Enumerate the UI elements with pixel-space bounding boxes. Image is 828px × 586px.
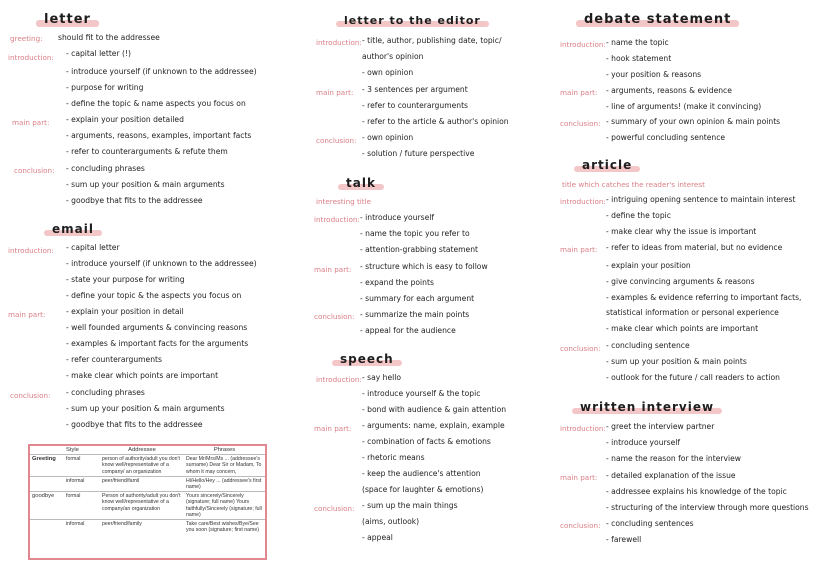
speech-main-item: (space for laughter & emotions) (362, 485, 484, 494)
letter-main-item: - arguments, reasons, examples, important facts (66, 131, 252, 140)
talk-conclusion-item: - appeal for the audience (360, 326, 456, 335)
debate-main-item: - arguments, reasons & evidence (606, 86, 732, 95)
table-cell-group: Greeting (32, 456, 56, 463)
article-main-item: - explain your position (606, 261, 691, 270)
greeting-goodbye-table (28, 444, 267, 560)
email-main-label: main part: (8, 310, 46, 319)
editor-main-label: main part: (316, 88, 354, 97)
table-header (30, 446, 64, 455)
article-intro-item: - intriguing opening sentence to maintain interest (606, 195, 796, 204)
table-header: Addressee (100, 446, 184, 455)
debate-intro-label: introduction: (560, 40, 606, 49)
talk-conclusion-label: conclusion: (314, 312, 355, 321)
letter-greeting-text: should fit to the addressee (58, 33, 160, 42)
table-cell-phrases: Take care/Best wishes/Bye/See you soon (signature; first name) (184, 520, 265, 535)
debate-main-item: - line of arguments! (make it convincing) (606, 102, 762, 111)
speech-main-item: - arguments: name, explain, example (362, 421, 505, 430)
interview-title: written interview (574, 400, 720, 414)
interview-conclusion-item: - farewell (606, 535, 642, 544)
talk-main-item: - expand the points (360, 278, 434, 287)
speech-title: speech (334, 352, 400, 366)
interview-intro-label: introduction: (560, 424, 606, 433)
letter-intro-item: - capital letter (!) (66, 49, 131, 58)
table-cell-group (30, 476, 64, 491)
table-cell-addressee: peer/friend/family (100, 520, 184, 535)
table-cell-addressee: peer/friend/famil (100, 476, 184, 491)
table-header: Style (64, 446, 100, 455)
talk-main-item: - structure which is easy to follow (360, 262, 488, 271)
interview-main-item: - structuring of the interview through more questions (606, 503, 809, 512)
speech-intro-item: - introduce yourself & the topic (362, 389, 481, 398)
email-conclusion-item: - sum up your position & main arguments (66, 404, 225, 413)
article-intro-item: - make clear why the issue is important (606, 227, 757, 236)
phrases-table (30, 446, 265, 534)
article-subtitle: title which catches the reader's interest (562, 180, 705, 189)
letter-conclusion-item: - sum up your position & main arguments (66, 180, 225, 189)
editor-intro-label: introduction: (316, 38, 362, 47)
table-row (30, 520, 265, 535)
email-intro-item: - state your purpose for writing (66, 275, 185, 284)
debate-intro-item: - your position & reasons (606, 70, 702, 79)
talk-title: talk (340, 176, 382, 190)
editor-intro-item: - own opinion (362, 68, 414, 77)
table-row (30, 476, 265, 491)
speech-intro-label: introduction: (316, 375, 362, 384)
article-intro-label: introduction: (560, 197, 606, 206)
letter-greeting-label: greeting: (10, 34, 43, 43)
article-main-item: statistical information or personal experience (606, 308, 779, 317)
interview-intro-item: - greet the interview partner (606, 422, 715, 431)
article-main-item: - refer to ideas from material, but no evidence (606, 243, 783, 252)
email-conclusion-item: - concluding phrases (66, 388, 145, 397)
article-conclusion-item: - concluding sentence (606, 341, 690, 350)
table-cell-style: informal (64, 520, 100, 535)
debate-conclusion-item: - summary of your own opinion & main points (606, 117, 781, 126)
interview-main-item: - addressee explains his knowledge of the topic (606, 487, 787, 496)
table-cell-style: formal (66, 456, 81, 463)
email-main-item: - explain your position in detail (66, 307, 184, 316)
table-cell-group (30, 520, 64, 535)
letter-intro-label: introduction: (8, 53, 54, 62)
speech-main-item: - combination of facts & emotions (362, 437, 491, 446)
speech-conclusion-item: (aims, outlook) (362, 517, 420, 526)
table-cell-phrases: Hi/Hello/Hey ... (addressee's first name) (184, 476, 265, 491)
speech-main-label: main part: (314, 424, 352, 433)
email-intro-item: - introduce yourself (if unknown to the addressee) (66, 259, 257, 268)
email-main-item: - refer counterarguments (66, 355, 162, 364)
speech-conclusion-item: - appeal (362, 533, 393, 542)
editor-conclusion-item: - own opinion (362, 133, 414, 142)
article-title: article (576, 158, 638, 172)
table-cell-addressee: Person of authority/adult you don't know well/representative of a company/an organization (100, 492, 184, 520)
editor-conclusion-item: - solution / future perspective (362, 149, 475, 158)
letter-main-item: - explain your position detailed (66, 115, 184, 124)
letter-main-label: main part: (12, 118, 50, 127)
speech-intro-item: - say hello (362, 373, 402, 382)
editor-intro-item: - title, author, publishing date, topic/ (362, 36, 502, 45)
email-main-item: - well founded arguments & convincing reasons (66, 323, 248, 332)
letter-intro-item: - introduce yourself (if unknown to the addressee) (66, 67, 257, 76)
table-cell-style: formal (64, 492, 100, 520)
article-conclusion-label: conclusion: (560, 344, 601, 353)
interview-conclusion-label: conclusion: (560, 521, 601, 530)
letter-intro-item: - define the topic & name aspects you focus on (66, 99, 246, 108)
debate-title: debate statement (578, 12, 737, 27)
article-main-item: - give convincing arguments & reasons (606, 277, 755, 286)
letter-conclusion-item: - goodbye that fits to the addressee (66, 196, 203, 205)
editor-main-item: - refer to the article & author's opinion (362, 117, 509, 126)
interview-intro-item: - introduce yourself (606, 438, 681, 447)
editor-intro-item: author's opinion (362, 52, 424, 61)
table-cell-phrases: Dear Mr/Mrs/Ms ... (addressee's surname) Dear Sir or Madam, To whom it may concern, (186, 456, 262, 475)
letter-main-item: - refer to counterarguments & refute them (66, 147, 228, 156)
letter-conclusion-label: conclusion: (14, 166, 55, 175)
table-row (30, 492, 265, 520)
article-main-item: - make clear which points are important (606, 324, 759, 333)
interview-main-item: - detailed explanation of the issue (606, 471, 736, 480)
email-conclusion-item: - goodbye that fits to the addressee (66, 420, 203, 429)
email-title: email (46, 222, 100, 236)
email-main-item: - examples & important facts for the arguments (66, 339, 249, 348)
speech-conclusion-item: - sum up the main things (362, 501, 458, 510)
speech-conclusion-label: conclusion: (314, 504, 355, 513)
table-cell-group: goodbye (30, 492, 64, 520)
editor-title: letter to the editor (338, 14, 487, 27)
debate-conclusion-label: conclusion: (560, 119, 601, 128)
table-header-row (30, 446, 265, 455)
article-conclusion-item: - outlook for the future / call readers to action (606, 373, 780, 382)
letter-title: letter (38, 12, 97, 27)
speech-main-item: - keep the audience's attention (362, 469, 481, 478)
table-cell-style: informal (64, 476, 100, 491)
talk-main-item: - summary for each argument (360, 294, 475, 303)
article-conclusion-item: - sum up your position & main points (606, 357, 747, 366)
letter-conclusion-item: - concluding phrases (66, 164, 145, 173)
interview-conclusion-item: - concluding sentences (606, 519, 694, 528)
table-row (30, 455, 265, 477)
speech-intro-item: - bond with audience & gain attention (362, 405, 507, 414)
talk-intro-label: introduction: (314, 215, 360, 224)
talk-conclusion-item: - summarize the main points (360, 310, 470, 319)
talk-intro-item: - name the topic you refer to (360, 229, 470, 238)
editor-main-item: - 3 sentences per argument (362, 85, 468, 94)
debate-intro-item: - name the topic (606, 38, 669, 47)
article-main-label: main part: (560, 245, 598, 254)
talk-intro-item: - introduce yourself (360, 213, 435, 222)
letter-intro-item: - purpose for writing (66, 83, 144, 92)
debate-conclusion-item: - powerful concluding sentence (606, 133, 726, 142)
email-intro-item: - capital letter (66, 243, 120, 252)
interview-main-label: main part: (560, 473, 598, 482)
email-intro-label: introduction: (8, 246, 54, 255)
email-intro-item: - define your topic & the aspects you focus on (66, 291, 242, 300)
debate-intro-item: - hook statement (606, 54, 672, 63)
email-conclusion-label: conclusion: (10, 391, 51, 400)
talk-subtitle: interesting title (316, 197, 372, 206)
table-cell-addressee: person of authority/adult you don't know well/representative of a company/ an organization (102, 456, 180, 475)
interview-intro-item: - name the reason for the interview (606, 454, 742, 463)
table-header: Phrases (184, 446, 265, 455)
table-cell-phrases: Yours sincerely/Sincerely (signature; full name) Yours faithfully/Sincerely (signature; full name) (184, 492, 265, 520)
email-main-item: - make clear which points are important (66, 371, 219, 380)
editor-conclusion-label: conclusion: (316, 136, 357, 145)
editor-main-item: - refer to counterarguments (362, 101, 469, 110)
talk-main-label: main part: (314, 265, 352, 274)
article-main-item: - examples & evidence referring to important facts, (606, 293, 802, 302)
speech-main-item: - rhetoric means (362, 453, 425, 462)
article-intro-item: - define the topic (606, 211, 671, 220)
debate-main-label: main part: (560, 88, 598, 97)
talk-intro-item: - attention-grabbing statement (360, 245, 479, 254)
